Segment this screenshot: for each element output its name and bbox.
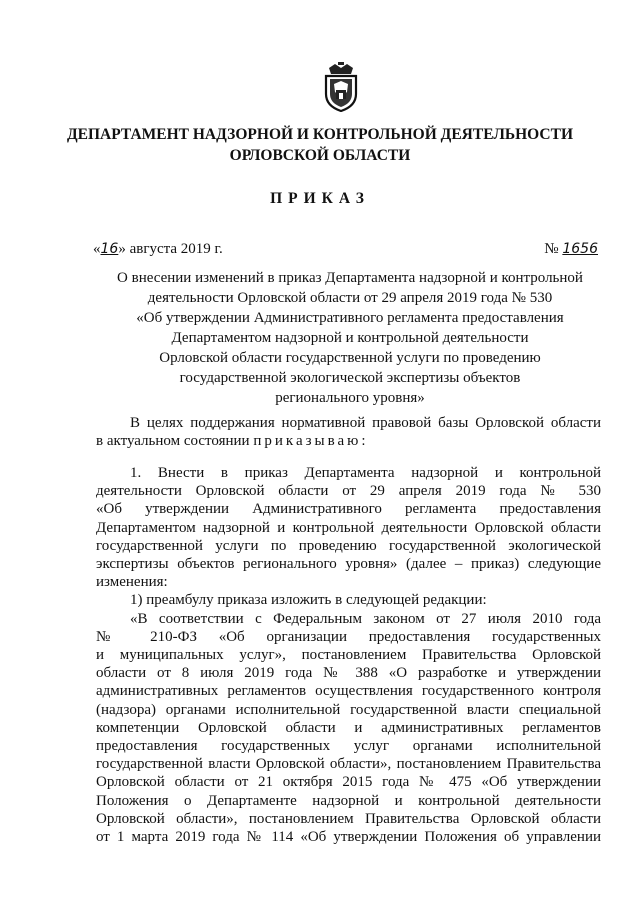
order-number (544, 241, 598, 258)
item-1-line: 1. Внести в приказ Департамента надзорной и контрольной (130, 465, 601, 481)
quote-line: государственной власти Орловской области», постановлением Правительства (96, 756, 601, 773)
subject-line: Департаментом надзорной и контрольной деятельности (171, 330, 529, 346)
subject-line: государственной экологической экспертизы объектов (179, 370, 521, 386)
orel-region-coat-of-arms-icon (321, 62, 361, 112)
item-1-line: государственной услуги по проведению государственной экологической (96, 537, 601, 554)
subject-line: регионального уровня» (275, 390, 425, 406)
department-name-line-1: ДЕПАРТАМЕНТ НАДЗОРНОЙ И КОНТРОЛЬНОЙ ДЕЯТЕЛЬНОСТИ (66, 126, 574, 143)
quote-line: компетенции Орловской области и административных регламентов (96, 719, 601, 736)
quote-line: Орловской области», постановлением Правительства Орловской области (96, 810, 601, 827)
quote-line: Положения о Департаменте надзорной и контрольной деятельности (96, 792, 601, 809)
quote-line: предоставления государственных услуг органами исполнительной (96, 738, 601, 755)
quote-line: области от 8 июля 2019 года № 388 «О разработке и утверждении (96, 665, 601, 682)
preamble-paragraph (96, 414, 601, 450)
number-value-handwritten: 1656 (562, 241, 598, 257)
department-name-line-2: ОРЛОВСКОЙ ОБЛАСТИ (229, 147, 411, 164)
quote-line: и муниципальных услуг», постановлением Правительства Орловской (96, 647, 601, 664)
quote-line: № 210-ФЗ «Об организации предоставления государственных (96, 628, 601, 645)
order-word-spaced: приказываю: (253, 433, 369, 450)
order-title: ПРИКАЗ (270, 190, 370, 207)
date-rest: » августа 2019 г. (118, 241, 223, 257)
sub-item-1: 1) преамбулу приказа изложить в следующей редакции: (130, 592, 487, 609)
quote-line: (надзора) органами исполнительной государственной власти специальной (96, 701, 601, 718)
order-date (93, 241, 223, 258)
subject-line: «Об утверждении Административного регламента предоставления (136, 310, 564, 326)
item-1-line: деятельности Орловской области от 29 апреля 2019 года № 530 (96, 483, 601, 500)
subject-line: О внесении изменений в приказ Департамента надзорной и контрольной (117, 270, 583, 286)
item-1-paragraph (96, 464, 601, 846)
preamble-line (96, 432, 601, 450)
quote-line: Орловской области от 21 октября 2015 года № 475 «Об утверждении (96, 774, 601, 791)
quote-line: «В соответствии с Федеральным законом от 27 июля 2010 года (130, 610, 601, 627)
item-1-line: изменения: (96, 574, 168, 591)
preamble-line: В целях поддержания нормативной правовой базы Орловской области (130, 415, 601, 431)
date-open-quote: « (93, 241, 101, 257)
subject-line: деятельности Орловской области от 29 апреля 2019 года № 530 (147, 290, 553, 306)
item-1-line: экспертизы объектов регионального уровня» (далее – приказ) следующие (96, 556, 601, 573)
preamble-start: в актуальном состоянии (96, 433, 254, 450)
order-subject (100, 268, 600, 408)
item-1-line: «Об утверждении Административного регламента предоставления (96, 501, 601, 518)
date-day-handwritten: 16 (100, 241, 119, 257)
item-1-line: Департаментом надзорной и контрольной деятельности Орловской области (96, 519, 601, 536)
quote-line: административных регламентов осуществления государственного контроля (96, 683, 601, 700)
number-label: № (544, 241, 559, 257)
quote-line: от 1 марта 2019 года № 114 «Об утверждении Положения об управлении (96, 829, 601, 846)
subject-line: Орловской области государственной услуги по проведению (159, 350, 541, 366)
